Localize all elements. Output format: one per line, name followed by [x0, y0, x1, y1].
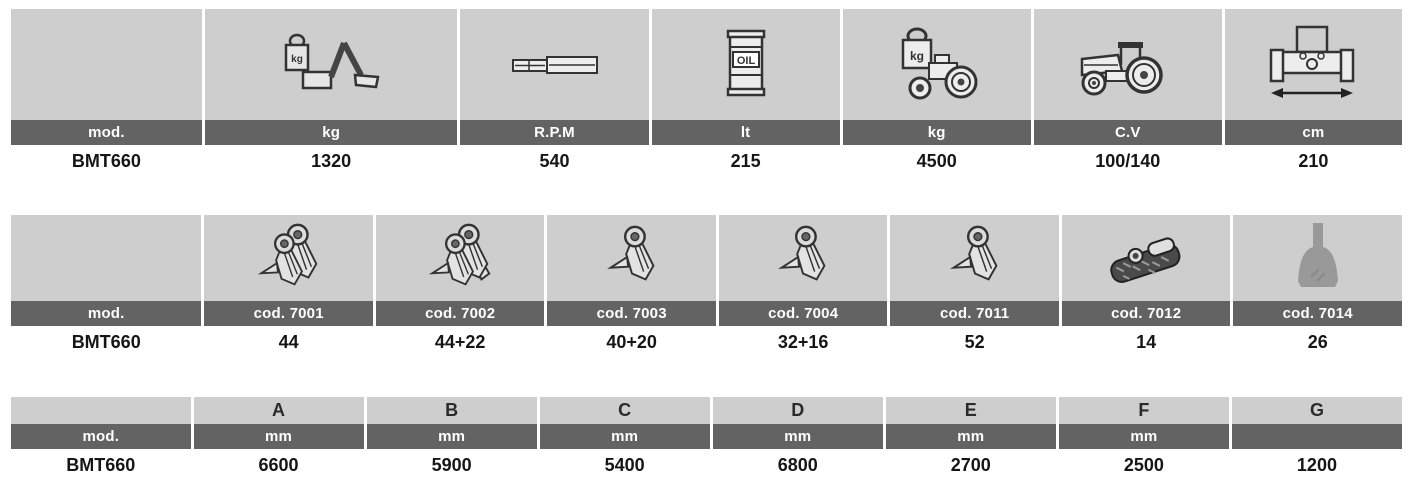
col-header-mm-f: mm: [1059, 424, 1229, 449]
dim-letter-e: E: [886, 397, 1056, 424]
header-row: [11, 301, 1402, 326]
cod-7003-qty: 40+20: [547, 326, 716, 359]
col-header-mod: mod.: [11, 301, 201, 326]
flail-hammer-7011-icon: [942, 223, 1008, 293]
power-value: 100/140: [1034, 145, 1222, 178]
col-header-cod-7011: cod. 7011: [890, 301, 1059, 326]
dim-letter-a: A: [194, 397, 364, 424]
col-header-kg: kg: [205, 120, 458, 145]
col-header-cod-7012: cod. 7012: [1062, 301, 1231, 326]
header-row: [11, 424, 1402, 449]
model-value: BMT660: [11, 326, 201, 359]
col-header-tractor-kg: kg: [843, 120, 1031, 145]
col-header-mm-c: mm: [540, 424, 710, 449]
cod-7011-qty: 52: [890, 326, 1059, 359]
col-header-mm-a: mm: [194, 424, 364, 449]
rpm-value: 540: [460, 145, 648, 178]
dim-letter-b: B: [367, 397, 537, 424]
data-row: [11, 326, 1402, 359]
dim-letter-f: F: [1059, 397, 1229, 424]
dim-c-value: 5400: [540, 449, 710, 482]
weight-value: 1320: [205, 145, 458, 178]
col-header-mod: mod.: [11, 424, 191, 449]
tractor-weight-value: 4500: [843, 145, 1031, 178]
data-row: [11, 145, 1402, 178]
tractor-power-icon: [1076, 29, 1180, 101]
cod-7014-qty: 26: [1233, 326, 1402, 359]
dim-b-value: 5900: [367, 449, 537, 482]
col-header-mm-e: mm: [886, 424, 1056, 449]
dimension-letter-row: [11, 397, 1402, 424]
svg-text:kg: kg: [291, 53, 303, 65]
dim-letter-g: G: [1232, 397, 1402, 424]
tractor-weight-icon: [891, 25, 983, 105]
roller-knife-7012-icon: [1098, 226, 1194, 290]
dim-g-value: 1200: [1232, 449, 1402, 482]
pto-shaft-icon: [509, 48, 601, 82]
col-header-cod-7001: cod. 7001: [204, 301, 373, 326]
col-header-cod-7004: cod. 7004: [719, 301, 888, 326]
empty-icon-cell: [11, 215, 201, 301]
flail-hammers-blades-7002-icon: [423, 221, 497, 295]
col-header-cod-7014: cod. 7014: [1233, 301, 1402, 326]
col-header-cv: C.V: [1034, 120, 1222, 145]
col-header-mod: mod.: [11, 120, 202, 145]
model-value: BMT660: [11, 145, 202, 178]
col-header-mm-d: mm: [713, 424, 883, 449]
flail-hammer-7003-icon: [599, 223, 665, 293]
dim-f-value: 2500: [1059, 449, 1229, 482]
machine-weight-icon: [281, 25, 381, 105]
svg-text:kg: kg: [909, 48, 924, 63]
flail-hammers-7001-icon: [252, 221, 326, 295]
col-header-cod-7002: cod. 7002: [376, 301, 545, 326]
dim-a-value: 6600: [194, 449, 364, 482]
main-spec-table: [8, 9, 1405, 178]
col-header-lt: lt: [652, 120, 840, 145]
dim-letter-d: D: [713, 397, 883, 424]
col-header-cod-7003: cod. 7003: [547, 301, 716, 326]
empty-icon-cell: [11, 9, 202, 120]
icon-row: [11, 215, 1402, 301]
cod-7004-qty: 32+16: [719, 326, 888, 359]
spade-blade-7014-icon: [1287, 219, 1349, 297]
flail-spec-table: [8, 215, 1405, 359]
flail-hammer-7004-icon: [770, 223, 836, 293]
cod-7012-qty: 14: [1062, 326, 1231, 359]
model-value: BMT660: [11, 449, 191, 482]
col-header-mm-b: mm: [367, 424, 537, 449]
icon-row: [11, 9, 1402, 120]
dimensions-table: [8, 397, 1405, 482]
oil-value: 215: [652, 145, 840, 178]
data-row: [11, 449, 1402, 482]
svg-text:OIL: OIL: [736, 54, 755, 67]
empty-letter-cell: [11, 397, 191, 424]
col-header-mm-g: [1232, 424, 1402, 449]
dim-letter-c: C: [540, 397, 710, 424]
dim-e-value: 2700: [886, 449, 1056, 482]
cod-7002-qty: 44+22: [376, 326, 545, 359]
cod-7001-qty: 44: [204, 326, 373, 359]
col-header-rpm: R.P.M: [460, 120, 648, 145]
col-header-cm: cm: [1225, 120, 1402, 145]
oil-drum-icon: [715, 27, 777, 103]
header-row: [11, 120, 1402, 145]
working-width-icon: [1263, 23, 1363, 107]
width-value: 210: [1225, 145, 1402, 178]
dim-d-value: 6800: [713, 449, 883, 482]
